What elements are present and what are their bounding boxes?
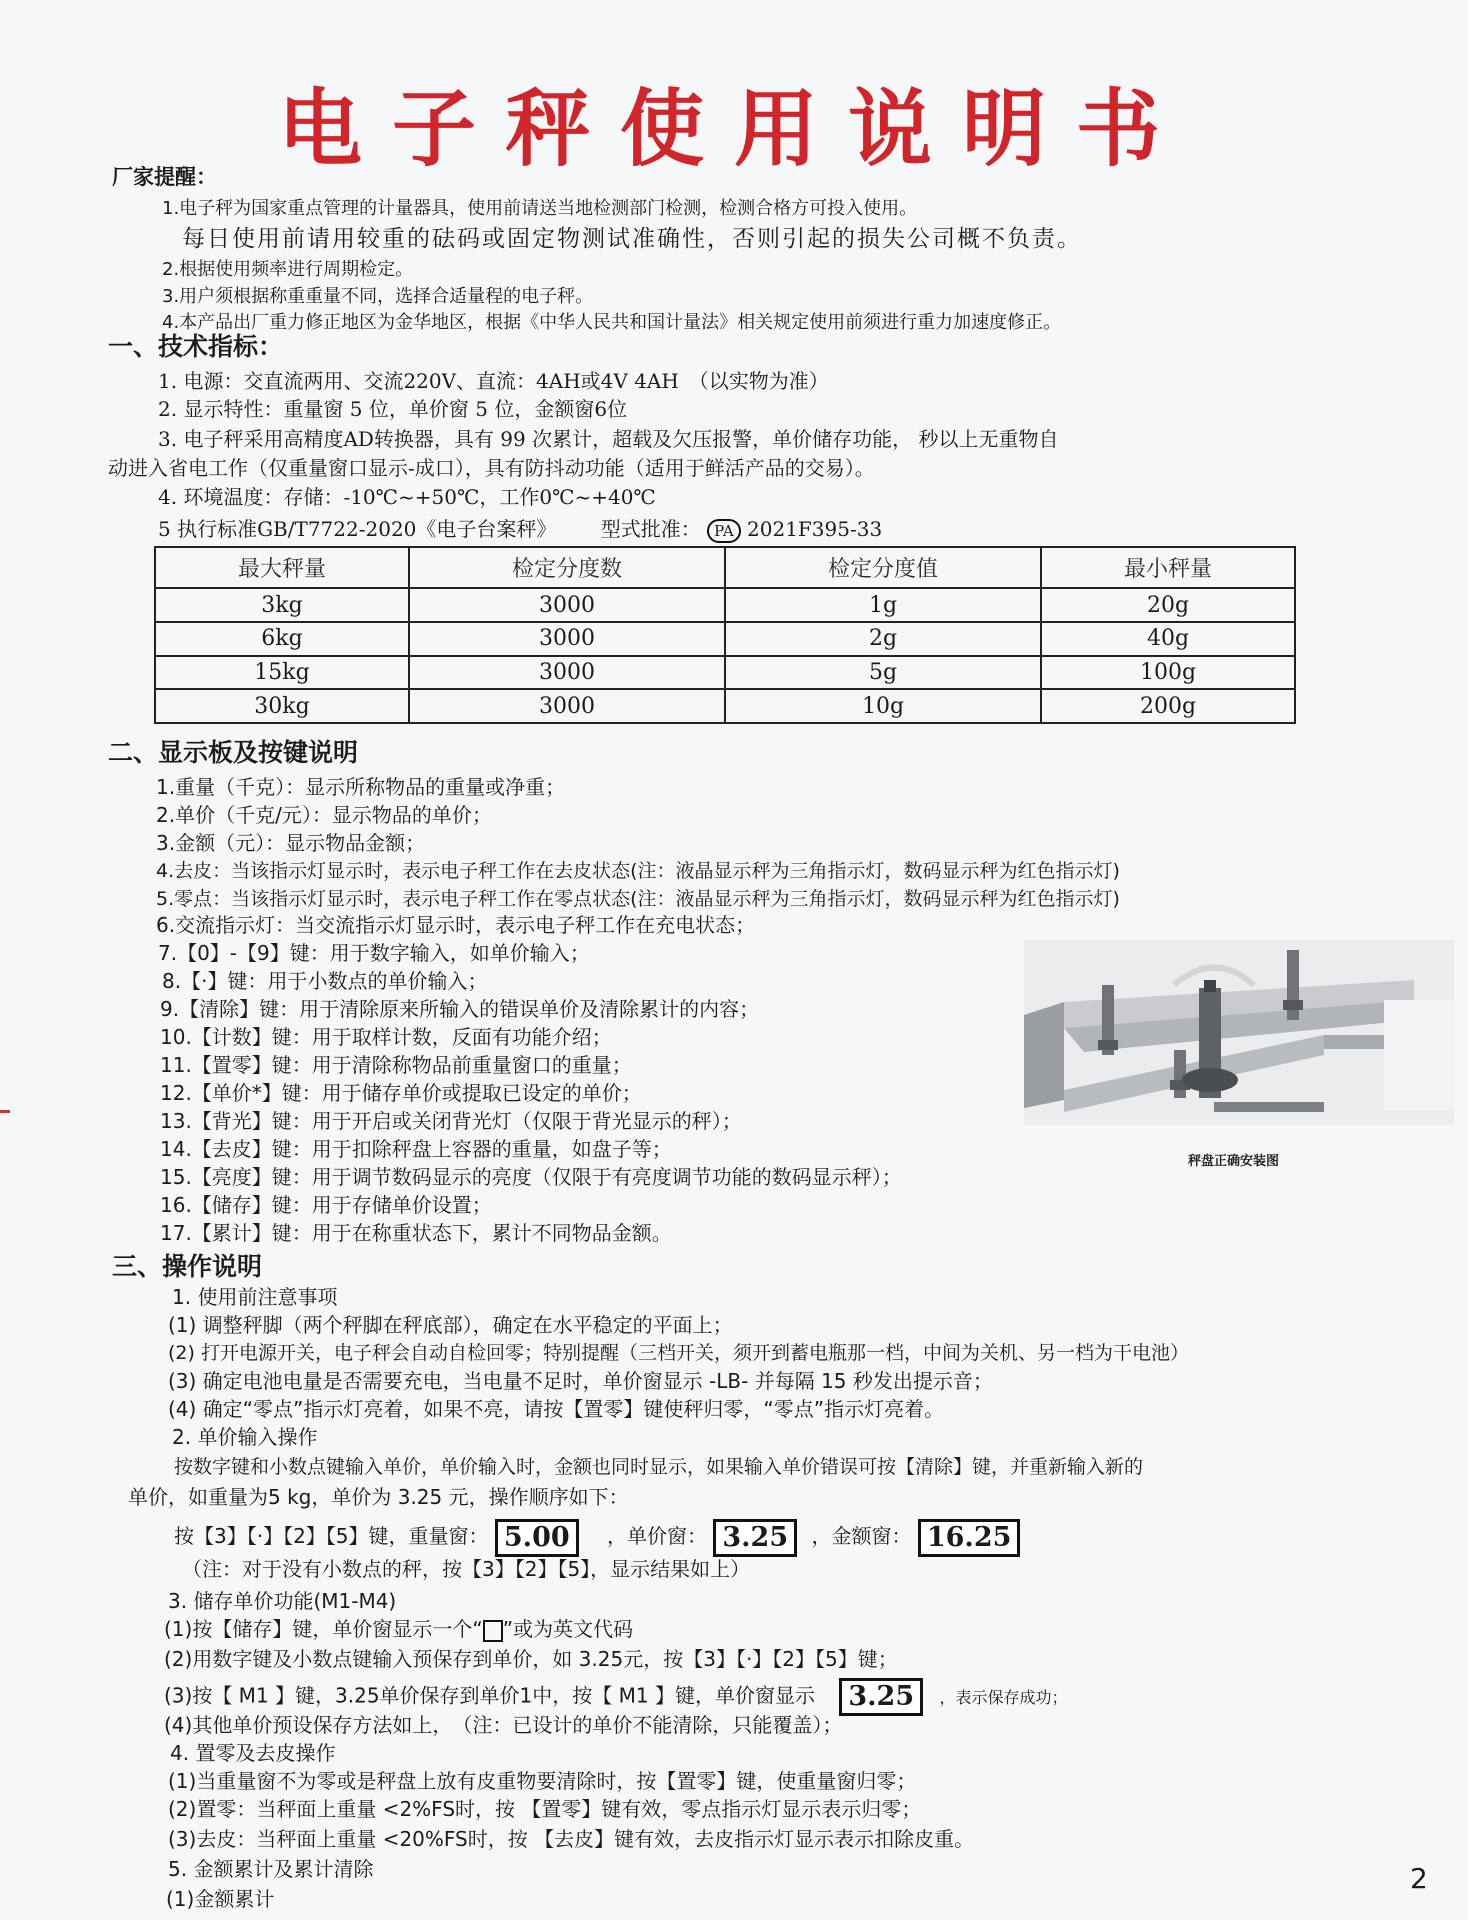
display-line: 7.【0】-【9】键：用于数字输入，如单价输入； — [158, 941, 590, 965]
reminder-heading: 厂家提醒： — [112, 165, 217, 189]
table-cell: 2g — [725, 622, 1041, 656]
table-cell: 1g — [725, 588, 1041, 622]
display-heading: 二、显示板及按键说明 — [108, 738, 359, 767]
tech-line: 2. 显示特性：重量窗 5 位，单价窗 5 位，金额窗6位 — [158, 397, 628, 421]
operation-line: (1)金额累计 — [166, 1887, 275, 1911]
display-line: 11.【置零】键：用于清除称物品前重量窗口的重量； — [160, 1053, 632, 1077]
table-cell: 5g — [725, 656, 1041, 690]
operation-line: (4)其他单价预设保存方法如上， （注：已设计的单价不能清除，只能覆盖）； — [164, 1713, 843, 1737]
table-cell: 200g — [1041, 689, 1295, 723]
table-cell: 30kg — [155, 689, 409, 723]
tech-line: 1. 电源：交直流两用、交流220V、直流：4AH或4V 4AH （以实物为准） — [158, 369, 829, 393]
margin-mark — [0, 1110, 10, 1113]
table-row — [155, 689, 1295, 723]
display-line: 5.零点：当该指示灯显示时，表示电子秤工作在零点状态(注：液晶显示秤为三角指示灯，数码显示秤为红色指示灯) — [156, 888, 1120, 910]
section-title: 1. 使用前注意事项 — [172, 1285, 338, 1309]
display-line: 1.重量（千克）：显示所称物品的重量或净重； — [156, 775, 566, 799]
table-cell: 10g — [725, 689, 1041, 723]
square-symbol-icon — [483, 1620, 503, 1642]
table-cell: 3000 — [409, 588, 725, 622]
operation-heading: 三、操作说明 — [112, 1252, 263, 1281]
operation-text: (3)按【 M1 】键，3.25单价保存到单价1中，按【 M1 】键，单价窗显示 — [164, 1683, 815, 1708]
pa-mark-icon: PA — [707, 519, 741, 543]
table-cell: 3000 — [409, 689, 725, 723]
operation-line: (3)去皮：当秤面上重量 <20%FS时，按 【去皮】键有效，去皮指示灯显示表示扣除皮重。 — [168, 1827, 975, 1851]
display-line: 10.【计数】键：用于取样计数，反面有功能介绍； — [160, 1025, 612, 1049]
table-cell: 100g — [1041, 656, 1295, 690]
reminder-line: 每日使用前请用较重的砝码或固定物测试准确性，否则引起的损失公司概不负责。 — [182, 226, 1082, 252]
page-number: 2 — [1410, 1862, 1428, 1895]
example-press-text: 按【3】【·】【2】【5】键，重量窗： — [174, 1524, 489, 1548]
table-header: 最小秤量 — [1041, 547, 1295, 588]
approval-number: 2021F395-33 — [747, 517, 883, 541]
display-line: 17.【累计】键：用于在称重状态下，累计不同物品金额。 — [160, 1221, 672, 1245]
approval-label: 型式批准： — [600, 517, 701, 541]
weight-display: 5.00 — [495, 1519, 579, 1557]
operation-line: (1)当重量窗不为零或是秤盘上放有皮重物要清除时，按【置零】键，使重量窗归零； — [168, 1769, 917, 1793]
operation-line: (1) 调整秤脚（两个秤脚在秤底部），确定在水平稳定的平面上； — [168, 1313, 733, 1337]
display-line: 9.【清除】键：用于清除原来所输入的错误单价及清除累计的内容； — [160, 997, 760, 1021]
amount-display: 16.25 — [918, 1519, 1021, 1557]
section-title: 5. 金额累计及累计清除 — [168, 1857, 374, 1881]
table-header-row — [155, 547, 1295, 588]
image-caption: 秤盘正确安装图 — [1188, 1154, 1280, 1169]
table-cell: 3000 — [409, 622, 725, 656]
section-title: 4. 置零及去皮操作 — [170, 1741, 336, 1765]
display-line: 14.【去皮】键：用于扣除秤盘上容器的重量，如盘子等； — [160, 1137, 672, 1161]
standard-line — [158, 516, 882, 543]
display-line: 2.单价（千克/元）：显示物品的单价； — [156, 803, 492, 827]
scale-pan-illustration-icon — [1024, 940, 1454, 1125]
operation-note: （注：对于没有小数点的秤，按【3】【2】【5】，显示结果如上） — [182, 1557, 751, 1581]
spec-table — [154, 546, 1296, 724]
table-row — [155, 656, 1295, 690]
table-cell: 40g — [1041, 622, 1295, 656]
reminder-line: 2.根据使用频率进行周期检定。 — [162, 259, 414, 280]
example-line — [174, 1518, 1020, 1557]
section-title: 3. 储存单价功能(M1-M4) — [168, 1589, 397, 1613]
table-header: 检定分度数 — [409, 547, 725, 588]
operation-line: (3) 确定电池电量是否需要充电，当电量不足时，单价窗显示 -LB- 并每隔 15 秒发出提示音； — [168, 1369, 993, 1393]
operation-line: (4) 确定“零点”指示灯亮着，如果不亮，请按【置零】键使秤归零，“零点”指示灯亮着。 — [168, 1397, 945, 1421]
reminder-line: 1.电子秤为国家重点管理的计量器具，使用前请送当地检测部门检测，检测合格方可投入使用。 — [162, 198, 918, 219]
display-line: 4.去皮：当该指示灯显示时，表示电子秤工作在去皮状态(注：液晶显示秤为三角指示灯，数码显示秤为红色指示灯) — [156, 860, 1120, 882]
display-line: 13.【背光】键：用于开启或关闭背光灯（仅限于背光显示的秤）； — [160, 1109, 742, 1133]
operation-line: (2)用数字键及小数点键输入预保存到单价，如 3.25元，按【3】【·】【2】【5】键； — [164, 1647, 898, 1671]
operation-text: ，表示保存成功； — [939, 1687, 1068, 1707]
saved-price-display: 3.25 — [839, 1678, 923, 1716]
display-line: 6.交流指示灯：当交流指示灯显示时，表示电子秤工作在充电状态； — [156, 913, 756, 937]
table-cell: 6kg — [155, 622, 409, 656]
table-header: 检定分度值 — [725, 547, 1041, 588]
operation-text: ”或为英文代码 — [502, 1617, 634, 1641]
operation-text: (1)按【储存】键，单价窗显示一个“ — [164, 1617, 483, 1641]
tech-line: 4. 环境温度：存储：-10℃~+50℃，工作0℃~+40℃ — [158, 485, 656, 509]
table-row — [155, 588, 1295, 622]
operation-line: 单价，如重量为5 kg，单价为 3.25 元，操作顺序如下： — [128, 1485, 629, 1509]
reminder-line: 4.本产品出厂重力修正地区为金华地区，根据《中华人民共和国计量法》相关规定使用前须进行重力加速度修正。 — [162, 312, 1062, 333]
table-cell: 3kg — [155, 588, 409, 622]
amount-label: ，金额窗： — [811, 1524, 912, 1548]
display-line: 8.【·】键：用于小数点的单价输入； — [162, 969, 488, 993]
pan-installation-image — [1024, 940, 1454, 1125]
operation-line: (2)置零：当秤面上重量 <2%FS时，按 【置零】键有效，零点指示灯显示表示归零； — [168, 1797, 922, 1821]
table-row — [155, 622, 1295, 656]
table-cell: 3000 — [409, 656, 725, 690]
standard-text: 5 执行标准GB/T7722-2020《电子台案秤》 — [158, 517, 557, 541]
operation-line: 按数字键和小数点键输入单价，单价输入时，金额也同时显示，如果输入单价错误可按【清除】键，并重新输入新的 — [174, 1456, 1144, 1478]
operation-line — [164, 1678, 1067, 1716]
table-cell: 15kg — [155, 656, 409, 690]
price-display: 3.25 — [713, 1519, 797, 1557]
section-title: 2. 单价输入操作 — [172, 1425, 318, 1449]
display-line: 12.【单价*】键：用于储存单价或提取已设定的单价； — [160, 1081, 642, 1105]
table-header: 最大秤量 — [155, 547, 409, 588]
page-title: 电子秤使用说明书 — [277, 79, 1190, 178]
tech-heading: 一、技术指标： — [108, 332, 284, 361]
tech-line: 3. 电子秤采用高精度AD转换器，具有 99 次累计，超载及欠压报警，单价储存功能， 秒以上无重物自 — [158, 427, 1059, 451]
display-line: 15.【亮度】键：用于调节数码显示的亮度（仅限于有亮度调节功能的数码显示秤）； — [160, 1165, 902, 1189]
operation-line — [164, 1616, 633, 1642]
operation-line: (2) 打开电源开关，电子秤会自动自检回零；特别提醒（三档开关，须开到蓄电瓶那一档，中间为关机、另一档为干电池） — [168, 1342, 1189, 1364]
display-line: 16.【储存】键：用于存储单价设置； — [160, 1193, 492, 1217]
price-label: ，单价窗： — [607, 1524, 708, 1548]
tech-line: 动进入省电工作（仅重量窗口显示-成口），具有防抖动功能（适用于鲜活产品的交易）。 — [108, 456, 875, 480]
reminder-line: 3.用户须根据称重重量不同，选择合适量程的电子秤。 — [162, 286, 594, 307]
display-line: 3.金额（元）：显示物品金额； — [156, 831, 426, 855]
table-cell: 20g — [1041, 588, 1295, 622]
